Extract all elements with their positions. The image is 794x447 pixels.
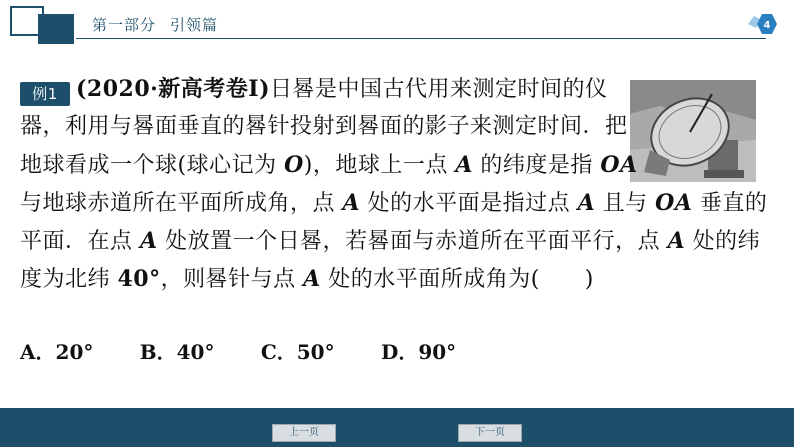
problem-line-1: 例1 (2020·新高考卷Ⅰ)日晷是中国古代用来测定时间的仪 [20,70,615,108]
problem-text [20,70,780,298]
footer-bar [0,408,794,447]
page-number: 4 [763,20,771,31]
option-a: A．20° [20,340,94,364]
next-page-button[interactable]: 下一页 [458,424,522,442]
option-d: D．90° [380,340,457,364]
breadcrumb [92,14,218,35]
breadcrumb-part: 第一部分 [92,16,157,34]
option-c: C．50° [260,340,335,364]
page-number-badge [742,10,782,40]
header-divider [76,38,766,39]
problem-source: (2020·新高考卷Ⅰ) [76,76,270,102]
example-tag: 例1 [20,82,70,106]
option-b: B．40° [139,340,215,364]
problem-line-3: 地球看成一个球(球心记为 O)，地球上一点 A 的纬度是指 OA [20,152,638,178]
problem-line-5: 平面．在点 A 处放置一个日晷，若晷面与赤道所在平面平行，点 A 处的纬 [20,228,761,254]
answer-options [20,336,496,365]
problem-line-2: 器，利用与晷面垂直的晷针投射到晷面的影子来测定时间．把 [20,114,628,139]
problem-line-6: 度为北纬 40°，则晷针与点 A 处的水平面所成角为( ) [20,266,594,292]
problem-line-4: 与地球赤道所在平面所成角，点 A 处的水平面是指过点 A 且与 OA 垂直的 [20,190,768,216]
header-square-fill [38,14,74,44]
breadcrumb-section: 引领篇 [170,16,219,34]
prev-page-button[interactable]: 上一页 [272,424,336,442]
